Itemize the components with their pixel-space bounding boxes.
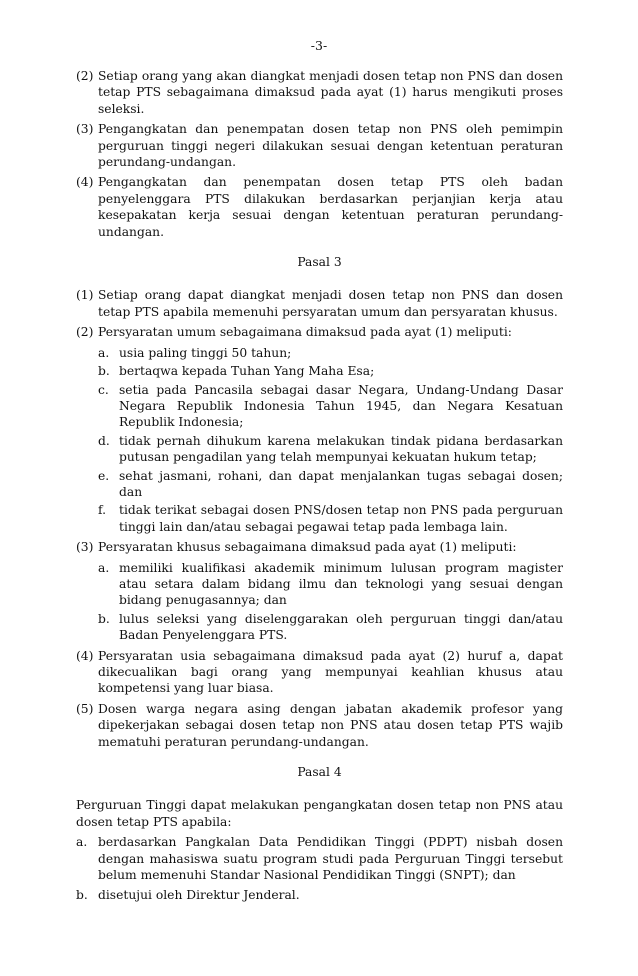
item-text: berdasarkan Pangkalan Data Pendidikan Tinggi (PDPT) nisbah dosen dengan mahasiswa suatu program studi pada Perguruan Tinggi tersebut belum memenuhi Standar Nasional Pendidikan Tinggi (SNPT); dan: [98, 835, 563, 883]
sub-text: lulus seleksi yang diselenggarakan oleh perguruan tinggi dan/atau Badan Penyelenggara PTS.: [119, 611, 563, 643]
ayat-4-intro: [76, 174, 563, 240]
item-letter: a.: [76, 835, 88, 850]
pasal-3-heading: Pasal 3: [297, 255, 342, 270]
ayat-number: (4): [76, 648, 94, 663]
sub-item-a: [76, 560, 563, 609]
sub-letter: a.: [98, 560, 110, 575]
pasal-3-ayat-2: [76, 324, 563, 340]
sub-letter: b.: [98, 611, 110, 626]
item-letter: b.: [76, 888, 88, 903]
ayat-number: (3): [76, 540, 94, 555]
sub-letter: a.: [98, 345, 110, 360]
ayat-2-intro: [76, 68, 563, 117]
sub-text: sehat jasmani, rohani, dan dapat menjalankan tugas sebagai dosen; dan: [119, 468, 563, 499]
sub-item-b: [76, 611, 563, 644]
sub-item-a: [76, 345, 563, 361]
sub-item-e: [76, 468, 563, 501]
sub-text: bertaqwa kepada Tuhan Yang Maha Esa;: [119, 364, 375, 379]
ayat-number: (1): [76, 288, 94, 303]
ayat-text: Persyaratan umum sebagaimana dimaksud pada ayat (1) meliputi:: [98, 325, 512, 340]
ayat-3-intro: [76, 121, 563, 170]
item-text: disetujui oleh Direktur Jenderal.: [98, 888, 300, 903]
ayat-number: (2): [76, 69, 94, 83]
pasal-4-item-b: [76, 887, 563, 903]
ayat-text: Persyaratan usia sebagaimana dimaksud pada ayat (2) huruf a, dapat dikecualikan bagi orang yang mempunyai keahlian khusus atau kompetensi yang luar biasa.: [98, 648, 563, 696]
pasal-3-ayat-1: [76, 287, 563, 320]
sub-text: memiliki kualifikasi akademik minimum lulusan program magister atau setara dalam bidang ilmu dan teknologi yang sesuai dengan bidang penugasannya; dan: [119, 560, 563, 608]
document-body: [76, 68, 563, 904]
sub-letter: d.: [98, 433, 110, 448]
sub-text: tidak terikat sebagai dosen PNS/dosen tetap non PNS pada perguruan tinggi lain dan/atau sebagai pegawai tetap pada lembaga lain.: [119, 503, 563, 534]
ayat-text: Pengangkatan dan penempatan dosen tetap non PNS oleh pemimpin perguruan tinggi negeri dilakukan sesuai dengan ketentuan peraturan perundang-undangan.: [98, 122, 563, 170]
pasal-3-ayat-4: [76, 648, 563, 697]
sub-letter: f.: [98, 503, 107, 518]
sub-item-f: [76, 502, 563, 535]
pasal-4-item-a: [76, 834, 563, 883]
sub-text: setia pada Pancasila sebagai dasar Negara, Undang-Undang Dasar Negara Republik Indonesia Tahun 1945, dan Negara Kesatuan Republik Indonesia;: [119, 382, 563, 430]
sub-letter: e.: [98, 468, 110, 483]
ayat-number: (2): [76, 325, 94, 340]
ayat-number: (5): [76, 701, 94, 716]
ayat-text: Setiap orang yang akan diangkat menjadi dosen tetap non PNS dan dosen tetap PTS sebagaimana dimaksud pada ayat (1) harus mengikuti proses seleksi.: [98, 69, 563, 116]
sub-text: usia paling tinggi 50 tahun;: [119, 345, 292, 360]
pasal-3-ayat-3: [76, 539, 563, 555]
sub-item-d: [76, 433, 563, 466]
sub-letter: b.: [98, 364, 110, 379]
pasal-4-heading: Pasal 4: [297, 765, 342, 780]
sub-letter: c.: [98, 382, 109, 397]
ayat-number: (4): [76, 175, 94, 190]
sub-text: tidak pernah dihukum karena melakukan tindak pidana berdasarkan putusan pengadilan yang telah mempunyai kekuatan hukum tetap;: [119, 433, 563, 465]
pasal-3-ayat-5: [76, 701, 563, 750]
pasal-4-intro: Perguruan Tinggi dapat melakukan pengangkatan dosen tetap non PNS atau dosen tetap PTS apabila:: [76, 798, 563, 829]
ayat-text: Setiap orang dapat diangkat menjadi dosen tetap non PNS dan dosen tetap PTS apabila memenuhi persyaratan umum dan persyaratan khusus.: [98, 288, 563, 319]
page-number: -3-: [310, 38, 328, 53]
ayat-text: Dosen warga negara asing dengan jabatan akademik profesor yang dipekerjakan sebagai dosen tetap non PNS atau dosen tetap PTS wajib mematuhi peraturan perundang-undangan.: [98, 701, 563, 749]
ayat-number: (3): [76, 122, 94, 137]
ayat-text: Persyaratan khusus sebagaimana dimaksud pada ayat (1) meliputi:: [98, 540, 517, 555]
ayat-text: Pengangkatan dan penempatan dosen tetap PTS oleh badan penyelenggara PTS dilakukan berdasarkan perjanjian kerja atau kesepakatan kerja sesuai dengan ketentuan peraturan perundang-undangan.: [98, 175, 563, 239]
sub-item-c: [76, 382, 563, 431]
sub-item-b: [76, 363, 563, 379]
